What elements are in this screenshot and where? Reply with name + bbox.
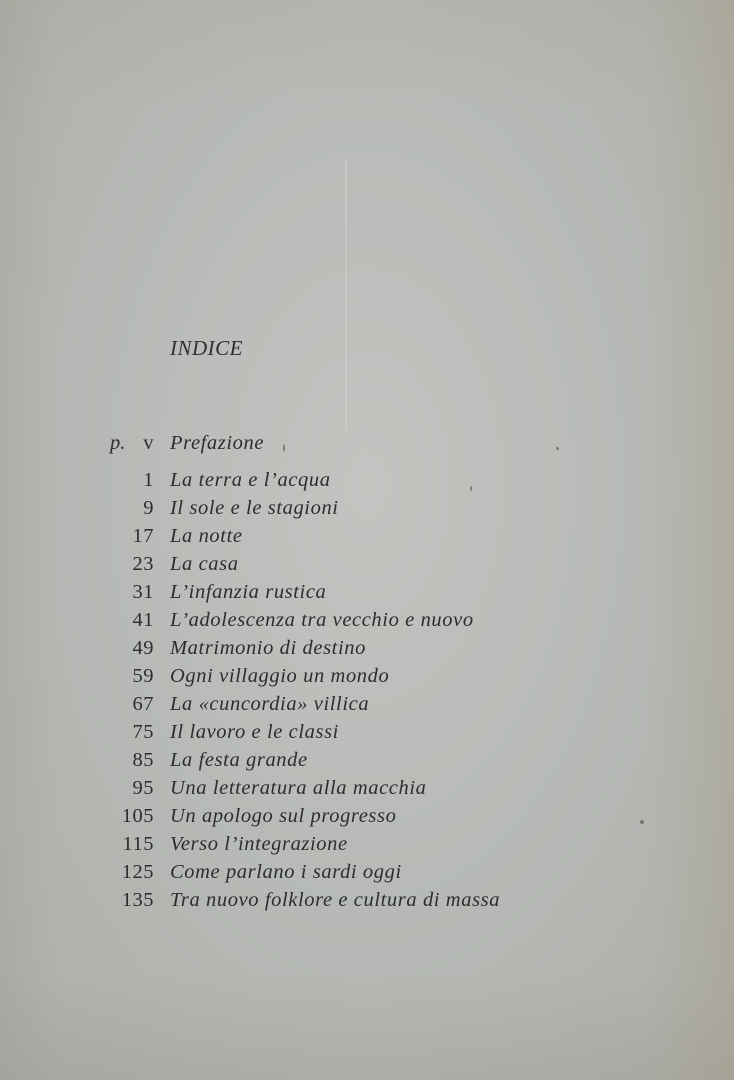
- chapter-title: La terra e l’acqua: [170, 469, 331, 491]
- page-number: 85: [132, 749, 154, 771]
- toc-entry: [100, 581, 660, 609]
- page-number: 31: [132, 581, 154, 603]
- toc-entry: [100, 432, 660, 460]
- toc-entry: [100, 497, 660, 525]
- toc-entry: [100, 833, 660, 861]
- toc-entry: [100, 525, 660, 553]
- table-of-contents: [100, 432, 660, 917]
- page-number: 67: [132, 693, 154, 715]
- chapter-title: La casa: [170, 553, 239, 575]
- page-number: 23: [132, 553, 154, 575]
- toc-entry: [100, 721, 660, 749]
- page-number: v: [143, 432, 154, 454]
- page-number: 105: [121, 805, 154, 827]
- page-title: INDICE: [170, 336, 243, 360]
- page-prefix: p.: [110, 432, 126, 454]
- chapter-title: Matrimonio di destino: [170, 637, 366, 659]
- chapter-title: Il sole e le stagioni: [170, 497, 339, 519]
- toc-entry: [100, 665, 660, 693]
- toc-entry: [100, 693, 660, 721]
- chapter-title: Una letteratura alla macchia: [170, 777, 427, 799]
- chapter-title: La notte: [170, 525, 243, 547]
- page-number: 135: [121, 889, 154, 911]
- toc-entry: [100, 805, 660, 833]
- toc-entry: [100, 469, 660, 497]
- page-number: 59: [132, 665, 154, 687]
- toc-entry: [100, 777, 660, 805]
- chapter-title: Un apologo sul progresso: [170, 805, 397, 827]
- chapter-title: Tra nuovo folklore e cultura di massa: [170, 889, 501, 911]
- chapter-title: Verso l’integrazione: [170, 833, 348, 855]
- toc-entry: [100, 889, 660, 917]
- page-number: 95: [132, 777, 154, 799]
- chapter-title: Prefazione: [170, 432, 265, 454]
- toc-entry: [100, 637, 660, 665]
- page-number: 1: [143, 469, 154, 491]
- chapter-title: L’infanzia rustica: [170, 581, 327, 603]
- page-number: 9: [143, 497, 154, 519]
- chapter-title: Ogni villaggio un mondo: [170, 665, 390, 687]
- page-number: 75: [132, 721, 154, 743]
- page-number: 115: [122, 833, 154, 855]
- chapter-title: L’adolescenza tra vecchio e nuovo: [170, 609, 474, 631]
- page-number: 17: [132, 525, 154, 547]
- chapter-title: Il lavoro e le classi: [170, 721, 339, 743]
- toc-entry: [100, 749, 660, 777]
- page-number: 125: [121, 861, 154, 883]
- toc-entry: [100, 553, 660, 581]
- chapter-title: La «cuncordia» villica: [170, 693, 370, 715]
- page-fold-mark: [345, 160, 347, 430]
- page-number: 41: [132, 609, 154, 631]
- chapter-title: La festa grande: [170, 749, 308, 771]
- chapter-title: Come parlano i sardi oggi: [170, 861, 402, 883]
- page-number: 49: [132, 637, 154, 659]
- toc-entry: [100, 609, 660, 637]
- toc-entry: [100, 861, 660, 889]
